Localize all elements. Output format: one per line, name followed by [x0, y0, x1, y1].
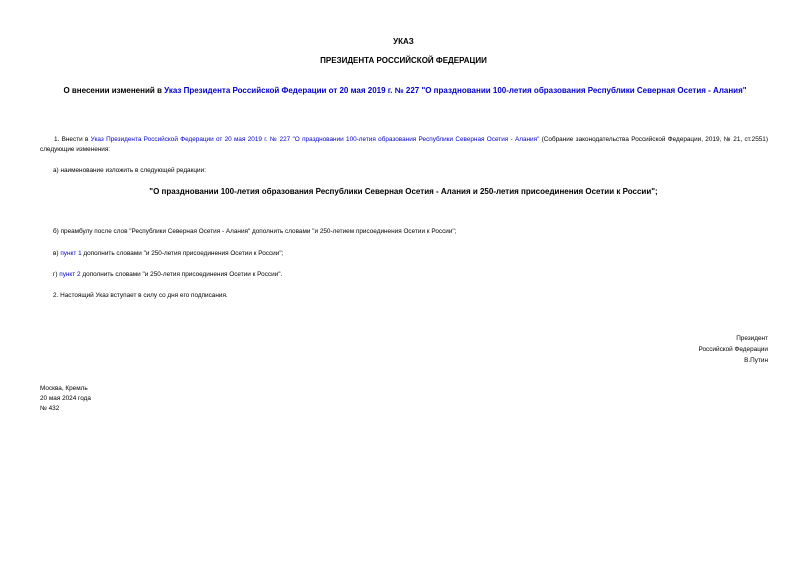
- point-1-link[interactable]: пункт 1: [60, 250, 82, 257]
- signature-title: Президент: [736, 335, 768, 342]
- subparagraph-a: а) наименование изложить в следующей редакции:: [53, 167, 206, 174]
- subparagraph-c-prefix: в): [53, 250, 61, 257]
- subparagraph-d-suffix: дополнить словами "и 250-летия присоединения Осетии к России".: [80, 271, 283, 278]
- subparagraph-d: [53, 270, 768, 280]
- paragraph-2: 2. Настоящий Указ вступает в силу со дня его подписания.: [53, 292, 228, 299]
- paragraph-1-suffix: (Собрание законодательства Российской Федерации, 2019, № 21, ст.2551) следующие изменения:: [40, 136, 768, 153]
- subparagraph-c-suffix: дополнить словами "и 250-летия присоединения Осетии к России";: [81, 250, 284, 257]
- point-2-link[interactable]: пункт 2: [59, 271, 81, 278]
- subparagraph-c: [53, 249, 768, 259]
- subparagraph-b: б) преамбулу после слов "Республики Северная Осетия - Алания" дополнить словами "и 250-летием присоединения Осетии к России";: [53, 228, 457, 235]
- paragraph-1: [40, 135, 768, 155]
- decree-number: № 432: [40, 405, 60, 412]
- subject-prefix: О внесении изменений в: [63, 86, 165, 95]
- signing-date: 20 мая 2024 года: [40, 395, 91, 402]
- paragraph-1-decree-link[interactable]: Указ Президента Российской Федерации от 20 мая 2019 г. № 227 "О праздновании 100-летия образования Республики Северная Осетия - Алания": [90, 136, 540, 143]
- subject-decree-link[interactable]: Указ Президента Российской Федерации от 20 мая 2019 г. № 227 "О праздновании 100-летия образования Республики Северная Осетия - Алания": [164, 86, 747, 95]
- signature-name: В.Путин: [744, 357, 768, 364]
- paragraph-1-prefix: 1. Внести в: [54, 136, 91, 143]
- subparagraph-d-prefix: г): [53, 271, 60, 278]
- signing-place: Москва, Кремль: [40, 385, 88, 392]
- new-title-quote: "О праздновании 100-летия образования Республики Северная Осетия - Алания и 250-летия присоединения Осетии к России";: [149, 187, 658, 196]
- document-title: УКАЗ: [393, 37, 414, 46]
- signature-country: Российской Федерации: [698, 346, 768, 353]
- document-subject: [40, 86, 770, 96]
- document-issuer: ПРЕЗИДЕНТА РОССИЙСКОЙ ФЕДЕРАЦИИ: [320, 56, 487, 65]
